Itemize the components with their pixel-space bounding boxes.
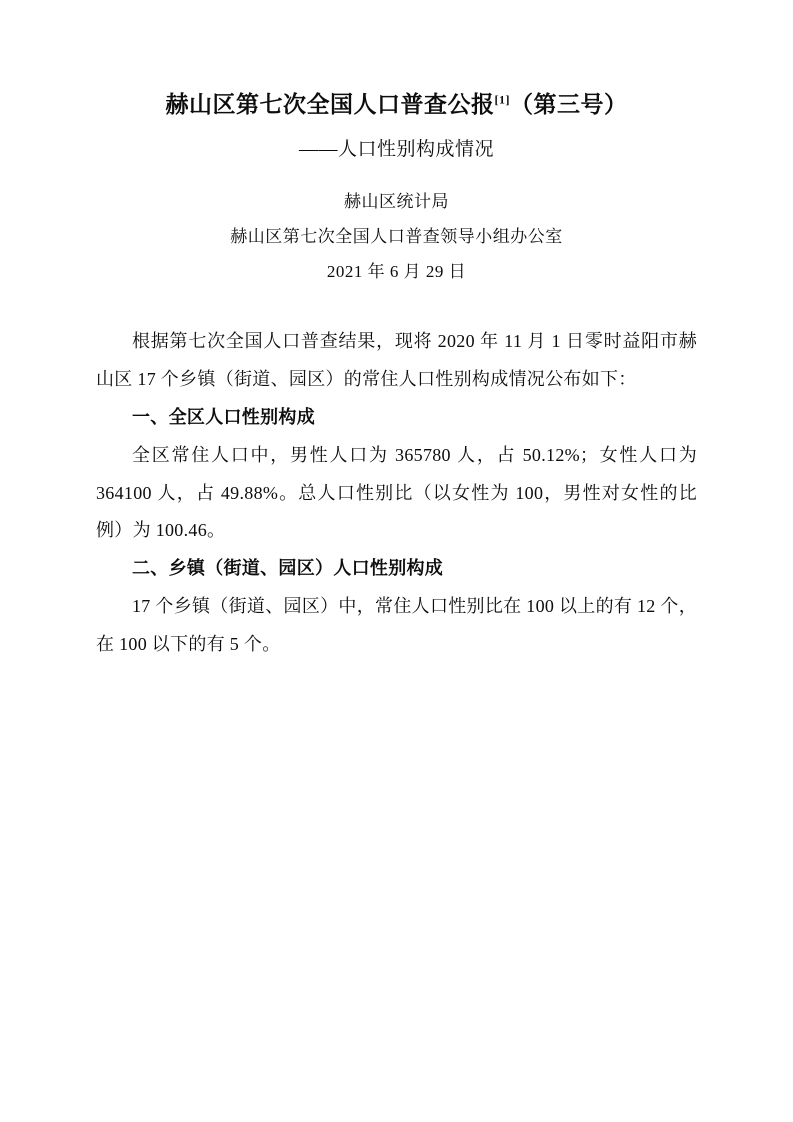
intro-paragraph: 根据第七次全国人口普查结果，现将 2020 年 11 月 1 日零时益阳市赫山区 17 个乡镇（街道、园区）的常住人口性别构成情况公布如下： [96, 331, 697, 390]
issuer-secondary: 赫山区第七次全国人口普查领导小组办公室 [230, 226, 563, 246]
title-footnote-marker: [1] [494, 92, 510, 107]
section-heading-1: 一、全区人口性别构成 [132, 407, 315, 428]
page-subtitle: ——人口性别构成情况 [298, 138, 494, 160]
section-heading-2: 二、乡镇（街道、园区）人口性别构成 [132, 558, 444, 579]
section-paragraph-1: 全区常住人口中，男性人口为 365780 人，占 50.12%；女性人口为 364100 人，占 49.88%。总人口性别比（以女性为 100，男性对女性的比例）为 100.46。 [96, 444, 697, 541]
section-paragraph-2: 17 个乡镇（街道、园区）中，常住人口性别比在 100 以上的有 12 个，在 100 以下的有 5 个。 [96, 596, 697, 654]
issuer-primary: 赫山区统计局 [344, 191, 449, 211]
page-title-main: 赫山区第七次全国人口普查公报 [165, 92, 495, 117]
page-title-suffix: （第三号） [510, 92, 628, 117]
page-title [96, 88, 697, 123]
publication-date: 2021 年 6 月 29 日 [326, 261, 467, 281]
